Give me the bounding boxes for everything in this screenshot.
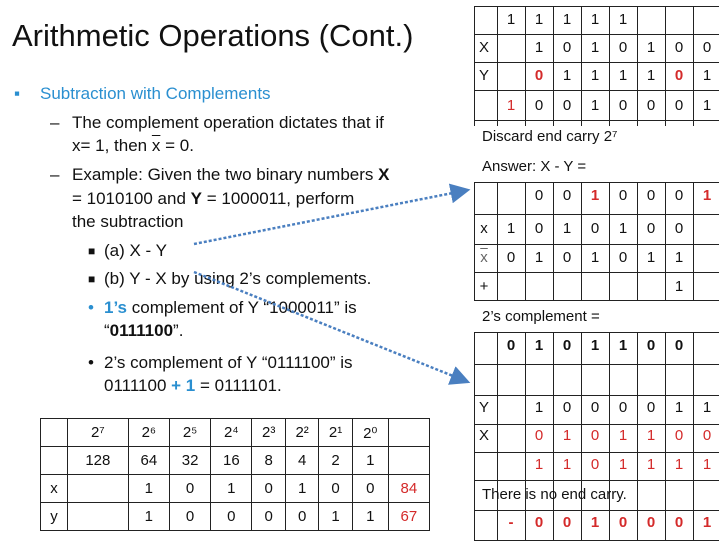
carry-digit: 1 (618, 11, 628, 28)
bit-cell: 0 (590, 399, 600, 416)
result-bit: 0 (674, 97, 684, 114)
plus-one: 1 (674, 278, 684, 295)
answer-bit: 1 (590, 187, 600, 204)
sub-bullet-dot: • (88, 353, 94, 372)
bit-cell: 1 (211, 475, 252, 503)
table-row: x 1 0 1 0 1 0 0 84 (41, 475, 430, 503)
result-bit: 0 (534, 97, 544, 114)
grid-line (497, 182, 498, 300)
bit-cell: 0 (169, 503, 210, 531)
bit-cell: 1 (618, 67, 628, 84)
grid-line (474, 332, 719, 333)
bit-cell: 1 (534, 399, 544, 416)
bit-cell: 0 (285, 503, 318, 531)
grid-line (474, 424, 719, 425)
answer-bit: 0 (562, 187, 572, 204)
arrow-to-x-minus-y (194, 190, 468, 244)
bullet-marker: ▪ (14, 84, 21, 103)
answer-bit: 0 (534, 514, 544, 531)
grid-line (474, 452, 719, 453)
slide-title: Arithmetic Operations (Cont.) (12, 18, 414, 53)
decimal-value-cell: 67 (388, 503, 429, 531)
bit-cell: 1 (646, 427, 656, 444)
grid-line (474, 214, 719, 215)
power-cell: 2² (285, 419, 318, 447)
arrow-to-y-minus-x (194, 272, 468, 382)
result-bit: 1 (590, 97, 600, 114)
answer-x-minus-y-label: Answer: X - Y = (482, 158, 587, 175)
bit-cell: 0 (646, 220, 656, 237)
row-label-x: X (478, 427, 489, 444)
bit-cell: 1 (506, 220, 516, 237)
bit-cell: 0 (674, 67, 684, 84)
twos-bit: 0 (646, 337, 656, 354)
row-label-x: X (478, 39, 489, 56)
answer-bit: 0 (674, 514, 684, 531)
sub-bullet-marker: ■ (88, 244, 96, 258)
minus-sign: - (508, 514, 514, 531)
grid-line (474, 300, 719, 301)
bit-cell: 1 (646, 249, 656, 266)
twos-bit: 1 (590, 337, 600, 354)
bit-cell: 1 (352, 503, 388, 531)
bit-cell: 1 (702, 399, 712, 416)
dash1-line1: The complement operation dictates that if (72, 113, 384, 132)
grid-line (474, 395, 475, 540)
bit-cell: 1 (674, 249, 684, 266)
grid-line (474, 90, 719, 91)
grid-line (474, 364, 719, 365)
row-label-y: Y (478, 67, 489, 84)
bit-cell: 1 (128, 503, 169, 531)
weight-cell: 1 (352, 447, 388, 475)
bit-cell: 0 (702, 39, 712, 56)
bit-cell: 0 (562, 399, 572, 416)
grid-line (474, 34, 719, 35)
answer-bit: 0 (646, 187, 656, 204)
power-cell: 2⁶ (128, 419, 169, 447)
row-label-y: Y (478, 399, 489, 416)
ones-complement-line2: “0111100”. (104, 321, 184, 340)
power-cell: 2⁰ (352, 419, 388, 447)
weight-cell: 4 (285, 447, 318, 475)
twos-bit: 0 (674, 337, 684, 354)
bit-cell (68, 503, 129, 531)
plus-sign: + (479, 278, 489, 295)
bit-cell: 1 (618, 427, 628, 444)
answer-bit: 0 (646, 514, 656, 531)
result-bit: 1 (506, 97, 516, 114)
result-bit: 0 (618, 97, 628, 114)
bit-cell: 1 (646, 39, 656, 56)
grid-line (474, 120, 719, 121)
bit-cell: 0 (674, 427, 684, 444)
grid-line (474, 395, 719, 396)
dash1-line2: x= 1, then $\overline{x} = 0$. (72, 136, 194, 155)
bit-cell: 0 (590, 220, 600, 237)
bit-cell: 0 (590, 427, 600, 444)
bit-cell: 1 (702, 67, 712, 84)
place-value-table (40, 418, 430, 531)
sum-bit: 1 (674, 456, 684, 473)
twos-bit: 0 (562, 337, 572, 354)
grid-line (474, 62, 719, 63)
result-bit: 0 (562, 97, 572, 114)
bit-cell: 0 (169, 475, 210, 503)
bit-cell: 0 (506, 249, 516, 266)
bit-cell: 1 (562, 67, 572, 84)
discard-carry-note: Discard end carry 2⁷ (482, 128, 618, 145)
power-cell: 2⁴ (211, 419, 252, 447)
twos-bit: 0 (506, 337, 516, 354)
twos-bit: 1 (534, 337, 544, 354)
answer-bit: 1 (590, 514, 600, 531)
power-cell: 2⁷ (68, 419, 129, 447)
result-bit: 1 (702, 97, 712, 114)
dash-marker: – (50, 113, 60, 132)
power-cell: 2¹ (319, 419, 352, 447)
bit-cell: 1 (646, 67, 656, 84)
weight-cell: 2 (319, 447, 352, 475)
bit-cell: 0 (562, 249, 572, 266)
no-end-carry-note: There is no end carry. (482, 486, 627, 503)
sum-bit: 1 (702, 456, 712, 473)
answer-bit: 0 (534, 187, 544, 204)
dash2-line1: Example: Given the two binary numbers X (72, 165, 390, 184)
bit-cell: 0 (211, 503, 252, 531)
sum-bit: 1 (646, 456, 656, 473)
bit-cell: 1 (534, 249, 544, 266)
sum-bit: 0 (590, 456, 600, 473)
bit-cell: 0 (702, 427, 712, 444)
decimal-value-cell: 84 (388, 475, 429, 503)
bit-cell: 1 (590, 39, 600, 56)
answer-bit: 0 (618, 514, 628, 531)
row-label-x: x (480, 220, 488, 237)
answer-bit: 0 (674, 187, 684, 204)
answer-bit: 0 (618, 187, 628, 204)
bit-cell: 1 (285, 475, 318, 503)
grid-line (474, 244, 719, 245)
sub-bullet-a: (a) X - Y (104, 241, 167, 260)
bit-cell: 1 (534, 39, 544, 56)
bit-cell (68, 475, 129, 503)
grid-line (474, 272, 719, 273)
weight-cell (388, 447, 429, 475)
grid-line (474, 6, 719, 7)
bullet-subtraction-heading: Subtraction with Complements (40, 84, 271, 103)
bit-cell: 1 (562, 220, 572, 237)
power-cell (388, 419, 429, 447)
bit-cell: 0 (618, 39, 628, 56)
carry-digit: 1 (534, 11, 544, 28)
bit-cell: 1 (319, 503, 352, 531)
weight-cell: 128 (68, 447, 129, 475)
sum-bit: 1 (534, 456, 544, 473)
dash2-line3: the subtraction (72, 212, 184, 231)
bit-cell: 0 (534, 67, 544, 84)
table-row: y 1 0 0 0 0 1 1 67 (41, 503, 430, 531)
sub-bullet-dot: • (88, 298, 94, 317)
row-label-x-complement: $\overline{x}$ (480, 249, 488, 266)
twos-complement-line1: 2’s complement of Y “0111100” is (104, 353, 353, 372)
sum-bit: 1 (562, 456, 572, 473)
carry-digit: 1 (590, 11, 600, 28)
power-cell: 2⁵ (169, 419, 210, 447)
grid-line (474, 480, 719, 481)
weight-cell: 16 (211, 447, 252, 475)
answer-bit: 1 (702, 514, 712, 531)
answer-bit: 1 (702, 187, 712, 204)
powers-row (41, 419, 430, 447)
twos-complement-label: 2’s complement = (482, 308, 600, 325)
answer-bit: 0 (562, 514, 572, 531)
bit-cell: 1 (590, 67, 600, 84)
bit-cell: 0 (252, 503, 285, 531)
bit-cell: 1 (674, 399, 684, 416)
carry-digit: 1 (562, 11, 572, 28)
bit-cell: 1 (128, 475, 169, 503)
grid-line (474, 510, 719, 511)
bit-cell: 0 (646, 399, 656, 416)
bit-cell: 0 (534, 220, 544, 237)
twos-bit: 1 (618, 337, 628, 354)
weight-cell: 64 (128, 447, 169, 475)
grid-line (474, 182, 719, 183)
result-bit: 0 (646, 97, 656, 114)
bit-cell: 0 (534, 427, 544, 444)
weight-cell: 8 (252, 447, 285, 475)
bit-cell: 1 (562, 427, 572, 444)
sub-bullet-marker: ■ (88, 272, 96, 286)
bit-cell: 0 (352, 475, 388, 503)
dash-marker: – (50, 165, 60, 184)
bit-cell: 0 (618, 399, 628, 416)
bit-cell: 1 (590, 249, 600, 266)
bit-cell: 0 (562, 39, 572, 56)
bit-cell: 0 (674, 39, 684, 56)
grid-line (474, 6, 475, 126)
sum-bit: 1 (618, 456, 628, 473)
sub-bullet-b: (b) Y - X by using 2’s complements. (104, 269, 372, 288)
power-cell: 2³ (252, 419, 285, 447)
bit-cell: 1 (618, 220, 628, 237)
bit-cell: 0 (252, 475, 285, 503)
weights-row (41, 447, 430, 475)
ones-complement-line1: 1’s complement of Y “1000011” is (104, 298, 357, 317)
dash2-line2: = 1010100 and Y = 1000011, perform (72, 189, 355, 208)
carry-digit: 1 (506, 11, 516, 28)
bit-cell: 0 (319, 475, 352, 503)
bit-cell: 0 (674, 220, 684, 237)
bit-cell: 0 (618, 249, 628, 266)
weight-cell: 32 (169, 447, 210, 475)
twos-complement-line2: 0111100 + 1 = 0111101. (104, 376, 282, 395)
